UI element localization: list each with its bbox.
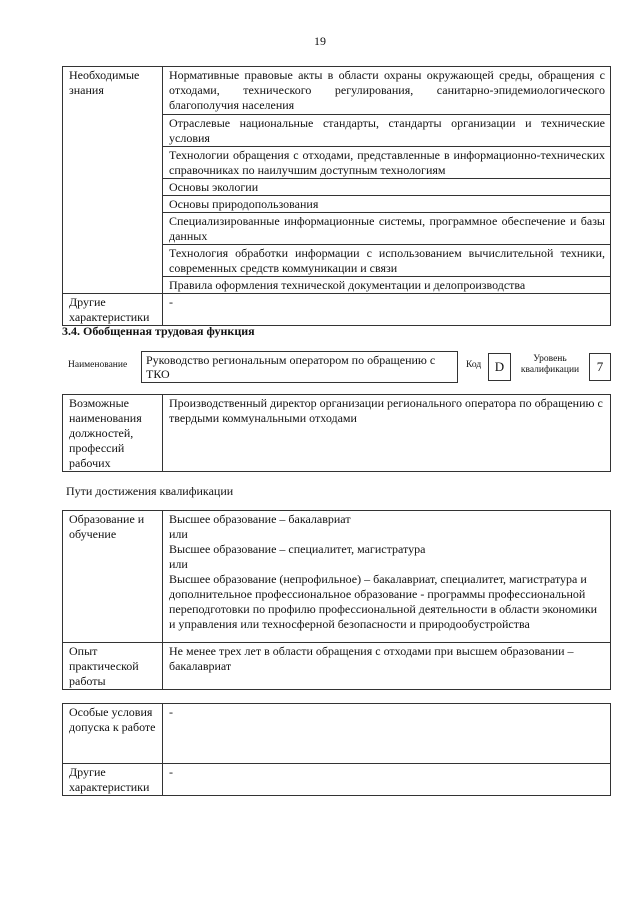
experience-value: Не менее трех лет в области обращения с отходами при высшем образовании – бакалавриат [163,643,611,690]
education-line: Высшее образование – специалитет, магистратура [169,542,426,556]
name-value: Руководство региональным оператором по обращению с ТКО [146,353,436,381]
conditions-other-value: - [163,764,611,796]
knowledge-item: Технологии обращения с отходами, представленные в информационно-технических справочниках по наилучшим доступным технологиям [163,147,611,179]
level-box [589,353,611,381]
other-characteristics-value: - [163,294,611,326]
section-title: 3.4. Обобщенная трудовая функция [62,324,255,338]
name-label: Наименование [68,360,128,370]
education-line: Высшее образование (непрофильное) – бакалавриат, специалитет, магистратура и дополнительное профессиональное образование - программы профессиональной переподготовки по профилю профессиональной деятельности в области экономики и управления или техносферной безопасности и природообустройства [169,572,598,631]
level-value: 7 [596,359,604,374]
conditions-value: - [163,704,611,764]
knowledge-item: Технология обработки информации с использованием вычислительной техники, современных средств коммуникации и связи [163,245,611,277]
conditions-label: Особые условия допуска к работе [63,704,163,764]
knowledge-label: Необходимые знания [63,67,163,294]
knowledge-item: Нормативные правовые акты в области охраны окружающей среды, обращения с отходами, технического регулирования, санитарно-эпидемиологического благополучия населения [163,67,611,115]
name-box [141,351,458,383]
level-label: Уровень квалификации [520,354,580,375]
knowledge-item: Отраслевые национальные стандарты, стандарты организации и технические условия [163,115,611,147]
positions-table [62,394,611,472]
education-value [163,511,611,643]
conditions-table [62,703,611,796]
experience-label: Опыт практической работы [63,643,163,690]
positions-label: Возможные наименования должностей, профессий рабочих [63,395,163,472]
education-line: или [169,527,188,541]
knowledge-item: Основы экологии [163,179,611,196]
knowledge-item: Специализированные информационные системы, программное обеспечение и базы данных [163,213,611,245]
positions-value: Производственный директор организации регионального оператора по обращению с твердыми коммунальными отходами [163,395,611,472]
education-line: Высшее образование – бакалавриат [169,512,351,526]
code-label: Код [466,360,482,370]
code-value: D [494,359,505,374]
code-box [488,353,511,381]
conditions-other-label: Другие характеристики [63,764,163,796]
knowledge-item: Основы природопользования [163,196,611,213]
page-number: 19 [314,34,326,48]
knowledge-table [62,66,611,326]
education-line: или [169,557,188,571]
knowledge-item: Правила оформления технической документации и делопроизводства [163,277,611,294]
other-characteristics-label: Другие характеристики [63,294,163,326]
paths-title: Пути достижения квалификации [66,484,234,498]
education-table [62,510,611,690]
education-label: Образование и обучение [63,511,163,643]
